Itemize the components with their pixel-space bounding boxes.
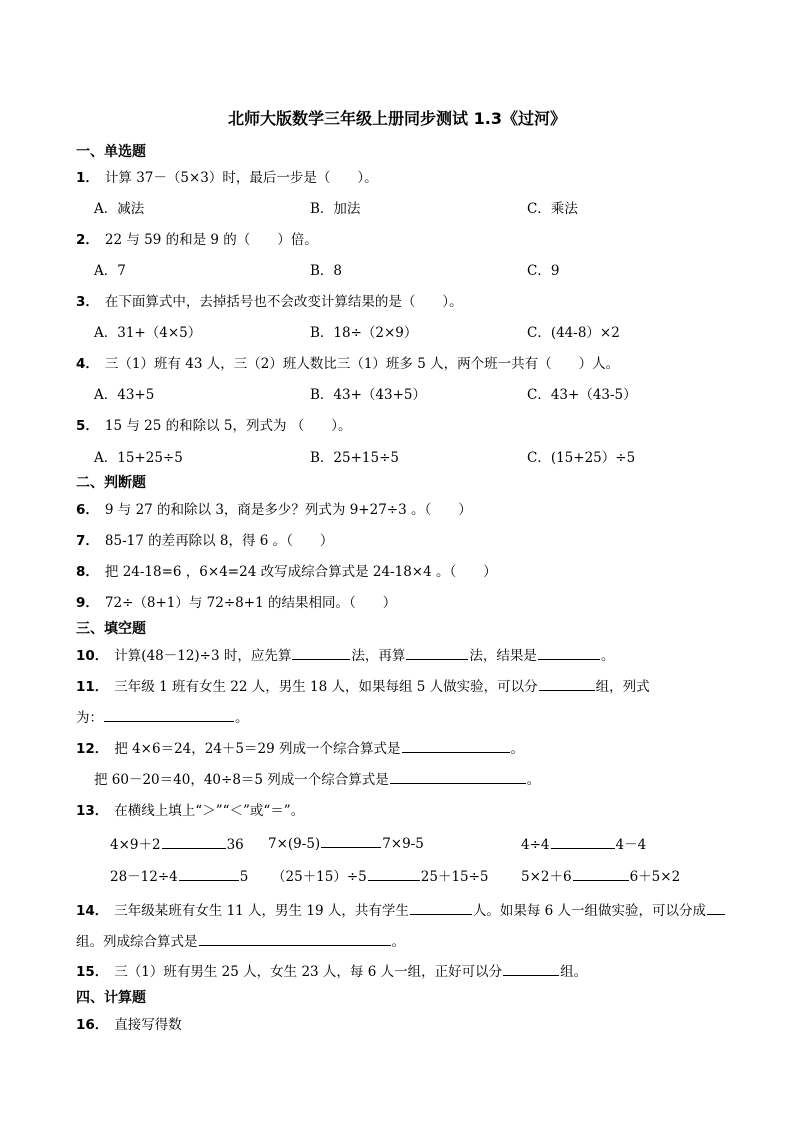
question-12-part-2 xyxy=(94,768,540,788)
option-a: A．减法 xyxy=(94,201,145,217)
question-number: 10． xyxy=(76,648,109,664)
question-11 xyxy=(76,675,650,695)
expression-left: （25＋15）÷5 xyxy=(272,869,367,885)
question-1 xyxy=(76,166,378,186)
question-number: 13． xyxy=(76,803,109,819)
answer-blank[interactable] xyxy=(406,645,468,660)
question-text: 计算 37－（5×3）时，最后一步是（ ）。 xyxy=(104,170,378,186)
answer-blank[interactable] xyxy=(321,833,381,848)
answer-blank[interactable] xyxy=(707,900,725,915)
question-text: 。 xyxy=(526,772,541,788)
option-b: B．25+15÷5 xyxy=(310,450,399,466)
option-b: B．43+（43+5） xyxy=(310,387,426,403)
question-text: 为： xyxy=(76,710,103,726)
question-text: 9 与 27 的和除以 3，商是多少？列式为 9+27÷3 。（ ） xyxy=(104,502,472,518)
answer-blank[interactable] xyxy=(368,866,420,881)
question-16 xyxy=(76,1013,182,1033)
question-12 xyxy=(76,737,524,757)
question-text: 22 与 59 的和是 9 的（ ）倍。 xyxy=(104,232,318,248)
compare-item xyxy=(521,833,646,853)
question-11-continued xyxy=(76,706,249,726)
option-b: B．加法 xyxy=(310,201,361,217)
option-a: A．31+（4×5） xyxy=(94,325,202,341)
expression-left: 4×9＋2 xyxy=(110,837,161,853)
answer-blank[interactable] xyxy=(551,834,615,849)
question-text: 计算(48－12)÷3 时，应先算 xyxy=(114,648,292,664)
question-text: 组，列式 xyxy=(595,679,650,695)
option-c: C．43+（43-5） xyxy=(527,387,637,403)
question-6 xyxy=(76,498,472,518)
expression-right: 7×9-5 xyxy=(382,836,424,852)
answer-blank[interactable] xyxy=(402,738,510,753)
question-14 xyxy=(76,899,726,919)
question-text: 把 4×6＝24，24＋5＝29 列成一个综合算式是 xyxy=(114,741,401,757)
compare-item xyxy=(110,833,244,853)
question-text: 。 xyxy=(600,648,615,664)
question-number: 5． xyxy=(76,418,99,434)
question-text: 15 与 25 的和除以 5，列式为 （ ）。 xyxy=(104,418,352,434)
question-text: 三年级某班有女生 11 人，男生 19 人，共有学生 xyxy=(114,903,409,919)
question-number: 1． xyxy=(76,170,99,186)
question-number: 7． xyxy=(76,533,99,549)
option-b: B．18÷（2×9） xyxy=(310,325,418,341)
expression-right: 4－4 xyxy=(615,837,647,853)
question-text: 法，再算 xyxy=(351,648,406,664)
question-text: 把 60－20＝40，40÷8＝5 列成一个综合算式是 xyxy=(94,772,389,788)
expression-left: 4÷4 xyxy=(521,837,550,853)
question-number: 6． xyxy=(76,502,99,518)
question-number: 3． xyxy=(76,294,99,310)
question-text: 。 xyxy=(235,710,249,726)
question-number: 15． xyxy=(76,964,109,980)
question-text: 。 xyxy=(391,934,405,950)
section-heading-single-choice: 一、单选题 xyxy=(76,144,146,160)
question-number: 2． xyxy=(76,232,99,248)
section-heading-calculation: 四、计算题 xyxy=(76,990,146,1006)
question-2 xyxy=(76,228,318,248)
question-text: 人。如果每 6 人一组做实验，可以分成 xyxy=(472,903,706,919)
question-text: 在下面算式中，去掉括号也不会改变计算结果的是（ ）。 xyxy=(104,294,463,310)
expression-right: 36 xyxy=(226,837,244,853)
question-text: 把 24-18=6 ，6×4=24 改写成综合算式是 24-18×4 。（ ） xyxy=(104,564,497,580)
answer-blank[interactable] xyxy=(104,707,234,722)
compare-item xyxy=(268,833,424,852)
answer-blank[interactable] xyxy=(539,676,595,691)
answer-blank[interactable] xyxy=(573,866,629,881)
option-c: C．(15+25）÷5 xyxy=(527,450,636,466)
question-text: 三（1）班有 43 人，三（2）班人数比三（1）班多 5 人，两个班一共有（ ）人。 xyxy=(104,356,620,372)
question-text: 72÷（8+1）与 72÷8+1 的结果相同。（ ） xyxy=(104,595,397,611)
question-text: 85-17 的差再除以 8，得 6 。（ ） xyxy=(104,533,334,549)
question-text: 三（1）班有男生 25 人，女生 23 人，每 6 人一组，正好可以分 xyxy=(114,964,503,980)
question-number: 4． xyxy=(76,356,99,372)
option-a: A．7 xyxy=(94,263,126,279)
expression-right: 25＋15÷5 xyxy=(420,869,489,885)
expression-left: 5×2＋6 xyxy=(521,869,572,885)
question-5 xyxy=(76,414,352,434)
expression-right: 5 xyxy=(239,869,249,885)
question-text: 在横线上填上“＞”“＜”或“＝”。 xyxy=(114,803,305,819)
answer-blank[interactable] xyxy=(503,961,559,976)
answer-blank[interactable] xyxy=(538,645,600,660)
option-c: C．乘法 xyxy=(527,201,578,217)
expression-right: 6＋5×2 xyxy=(629,869,681,885)
expression-left: 7×(9-5) xyxy=(268,836,321,852)
question-10 xyxy=(76,644,614,664)
compare-item xyxy=(110,865,248,885)
question-13 xyxy=(76,799,304,819)
answer-blank[interactable] xyxy=(292,645,350,660)
question-8 xyxy=(76,560,497,580)
question-number: 9． xyxy=(76,595,99,611)
question-text: 组。 xyxy=(560,964,588,980)
question-15 xyxy=(76,960,587,980)
question-text: 直接写得数 xyxy=(114,1017,182,1033)
option-c: C．(44-8）×2 xyxy=(527,325,620,341)
expression-left: 28－12÷4 xyxy=(110,869,178,885)
question-number: 16． xyxy=(76,1017,109,1033)
question-text: 三年级 1 班有女生 22 人，男生 18 人，如果每组 5 人做实验，可以分 xyxy=(114,679,538,695)
question-number: 14． xyxy=(76,903,109,919)
option-b: B．8 xyxy=(310,263,343,279)
compare-item xyxy=(521,865,680,885)
answer-blank[interactable] xyxy=(199,931,391,946)
option-c: C．9 xyxy=(527,263,560,279)
question-4 xyxy=(76,352,619,372)
question-14-continued xyxy=(76,930,405,950)
question-7 xyxy=(76,529,333,549)
question-9 xyxy=(76,591,396,611)
question-number: 11． xyxy=(76,679,109,695)
option-a: A．43+5 xyxy=(94,387,155,403)
answer-blank[interactable] xyxy=(162,834,226,849)
question-text: 。 xyxy=(510,741,524,757)
question-text: 法，结果是 xyxy=(469,648,537,664)
question-3 xyxy=(76,290,463,310)
question-text: 组。列成综合算式是 xyxy=(76,934,198,950)
compare-item xyxy=(272,865,489,885)
answer-blank[interactable] xyxy=(390,769,526,784)
question-number: 8． xyxy=(76,564,99,580)
option-a: A．15+25÷5 xyxy=(94,450,183,466)
section-heading-true-false: 二、判断题 xyxy=(76,475,146,491)
document-title: 北师大版数学三年级上册同步测试 1.3《过河》 xyxy=(228,109,566,128)
answer-blank[interactable] xyxy=(410,900,472,915)
answer-blank[interactable] xyxy=(179,866,239,881)
question-number: 12． xyxy=(76,741,109,757)
section-heading-fill-blank: 三、填空题 xyxy=(76,621,146,637)
